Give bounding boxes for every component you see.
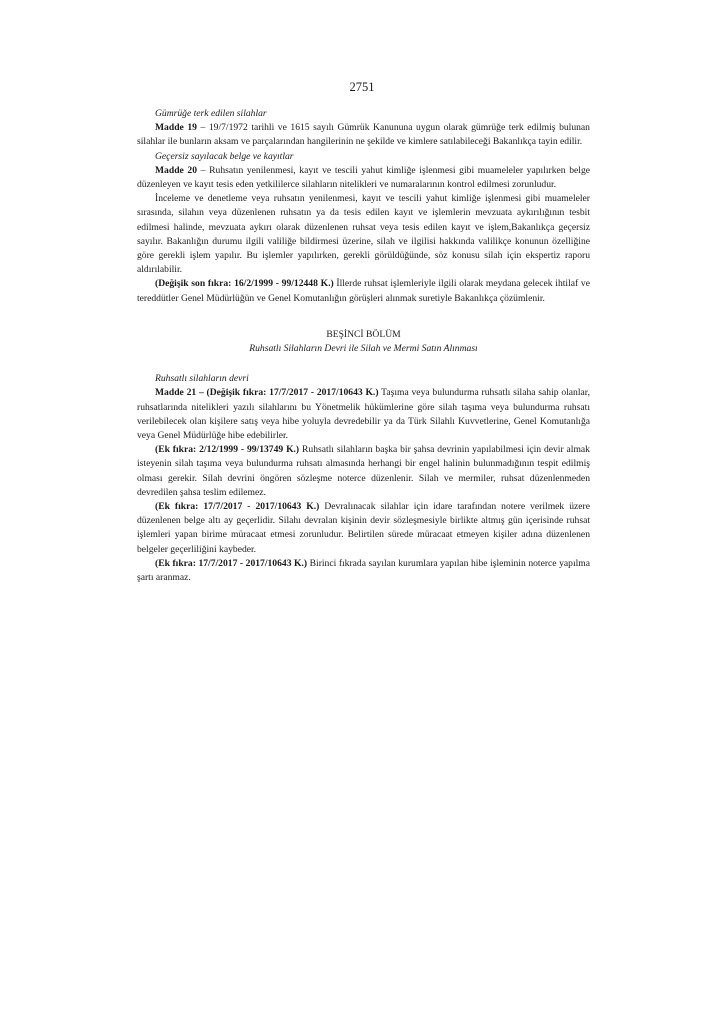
article-20-label: Madde 20 xyxy=(155,164,198,176)
article-19-heading: Gümrüğe terk edilen silahlar xyxy=(155,108,267,119)
article-21-paragraph-1 xyxy=(137,386,590,443)
article-20-amendment-label: (Değişik son fıkra: 16/2/1999 - 99/12448 K.) xyxy=(155,278,334,290)
article-19-label: Madde 19 xyxy=(155,122,197,134)
article-21-heading: Ruhsatlı silahların devri xyxy=(155,373,249,385)
article-21-p2-label: (Ek fıkra: 2/12/1999 - 99/13749 K.) xyxy=(155,444,300,456)
article-19-text: – 19/7/1972 tarihli ve 1615 sayılı Gümrük Kanununa uygun olarak gümrüğe terk edilmiş bulunan silahlar ile bunların aksam ve parçalarından hangilerinin ne şekilde ve kimlere satılabileceği Bakanlıkça tayin edilir. xyxy=(137,122,590,148)
article-20-paragraph-2: İnceleme ve denetleme veya ruhsatın yenilenmesi, kayıt ve tescili yahut kimliğe işlenmesi gibi muameleler sırasında, silahın veya düzenlenen ruhsatın ya da tesis edilen kayıt ve işlemlerin mevzuata aykırılığının tesbit edilmesi halinde, mevzuata aykırı olarak düzenlenen ruhsat veya tesis edilen kayıt ve işlem,Bakanlıkça geçersiz sayılır. Bakanlığın durumu ilgili valiliğe bildirmesi üzerine, silah ve ilgilisi hakkında valilikçe konunun özelliğine göre gerekli işlem yapılır. Bu işlemler yapılırken, gerekli görüldüğünde, söz konusu silah için ekspertiz raporu aldırılabilir. xyxy=(137,193,590,276)
article-20-paragraph-3 xyxy=(137,277,590,305)
article-20-heading: Geçersiz sayılacak belge ve kayıtlar xyxy=(155,150,294,162)
page-number: 2751 xyxy=(349,80,375,94)
section-title: BEŞİNCİ BÖLÜM xyxy=(326,328,401,340)
article-20-text: – Ruhsatın yenilenmesi, kayıt ve tescili yahut kimliğe işlenmesi gibi muameleler yapılırken belge düzenleyen ve kayıt tesis eden yetkililerce silahların nitelikleri ve numaralarının kontrol edilmesi zorunludur. xyxy=(137,164,590,191)
article-21-p3-text: Devralınacak silahlar için idare tarafından notere verilmek üzere düzenlenen belge altı ay geçerlidir. Silahı devralan kişinin devir sözleşmesiyle birlikte altmış gün içerisinde ruhsat işlemleri yapan birime müracaat etmesi zorunludur. Belirtilen sürede müracaat etmeyen kişiler adına düzenlenen belgeler geçerliliğini kaybeder. xyxy=(137,501,590,555)
article-21-text: Taşıma veya bulundurma ruhsatlı silaha sahip olanlar, ruhsatlarında nitelikleri yazılı silahlarını bu Yönetmelik hükümlerine göre silah taşıma veya bulundurma ruhsatı verilebilecek olan kişilere satış veya hibe yoluyla devredebilir ya da Türk Silahlı Kuvvetlerine, Genel Komutanlığa veya Genel Müdürlüğe hibe edebilirler. xyxy=(137,387,590,442)
section-subtitle: Ruhsatlı Silahların Devri ile Silah ve Mermi Satın Alınması xyxy=(249,343,478,355)
document-body xyxy=(137,107,590,585)
article-21-p2-text: Ruhsatlı silahların başka bir şahsa devrinin yapılabilmesi için devir almak isteyenin silah taşıma veya bulundurma ruhsatı almasında herhangi bir engel halinin bulunmadığının tespit edilmiş olması gerekir. Silah devrini öngören sözleşme noterce düzenlenir. Silah ve mermiler, ruhsat düzenlenmeden devredilen şahsa teslim edilemez. xyxy=(137,444,590,498)
article-21-p4-text: Birinci fıkrada sayılan kurumlara yapılan hibe işleminin noterce yapılma şartı aranmaz. xyxy=(137,557,590,584)
article-20-paragraph-1 xyxy=(137,164,590,192)
article-21-label: Madde 21 – (Değişik fıkra: 17/7/2017 - 2017/10643 K.) xyxy=(155,387,379,399)
article-21-paragraph-3 xyxy=(137,500,590,557)
article-21-p4-label: (Ek fıkra: 17/7/2017 - 2017/10643 K.) xyxy=(155,557,308,569)
article-21-paragraph-2 xyxy=(137,443,590,500)
article-19-paragraph xyxy=(137,121,590,149)
article-20-amendment-text: İllerde ruhsat işlemleriyle ilgili olarak meydana gelecek ihtilaf ve tereddütler Genel Müdürlüğün ve Genel Komutanlığın görüşleri alınmak suretiyle Bakanlıkça çözümlenir. xyxy=(137,278,590,304)
article-21-paragraph-4 xyxy=(137,557,590,585)
article-21-p3-label: (Ek fıkra: 17/7/2017 - 2017/10643 K.) xyxy=(155,501,320,513)
